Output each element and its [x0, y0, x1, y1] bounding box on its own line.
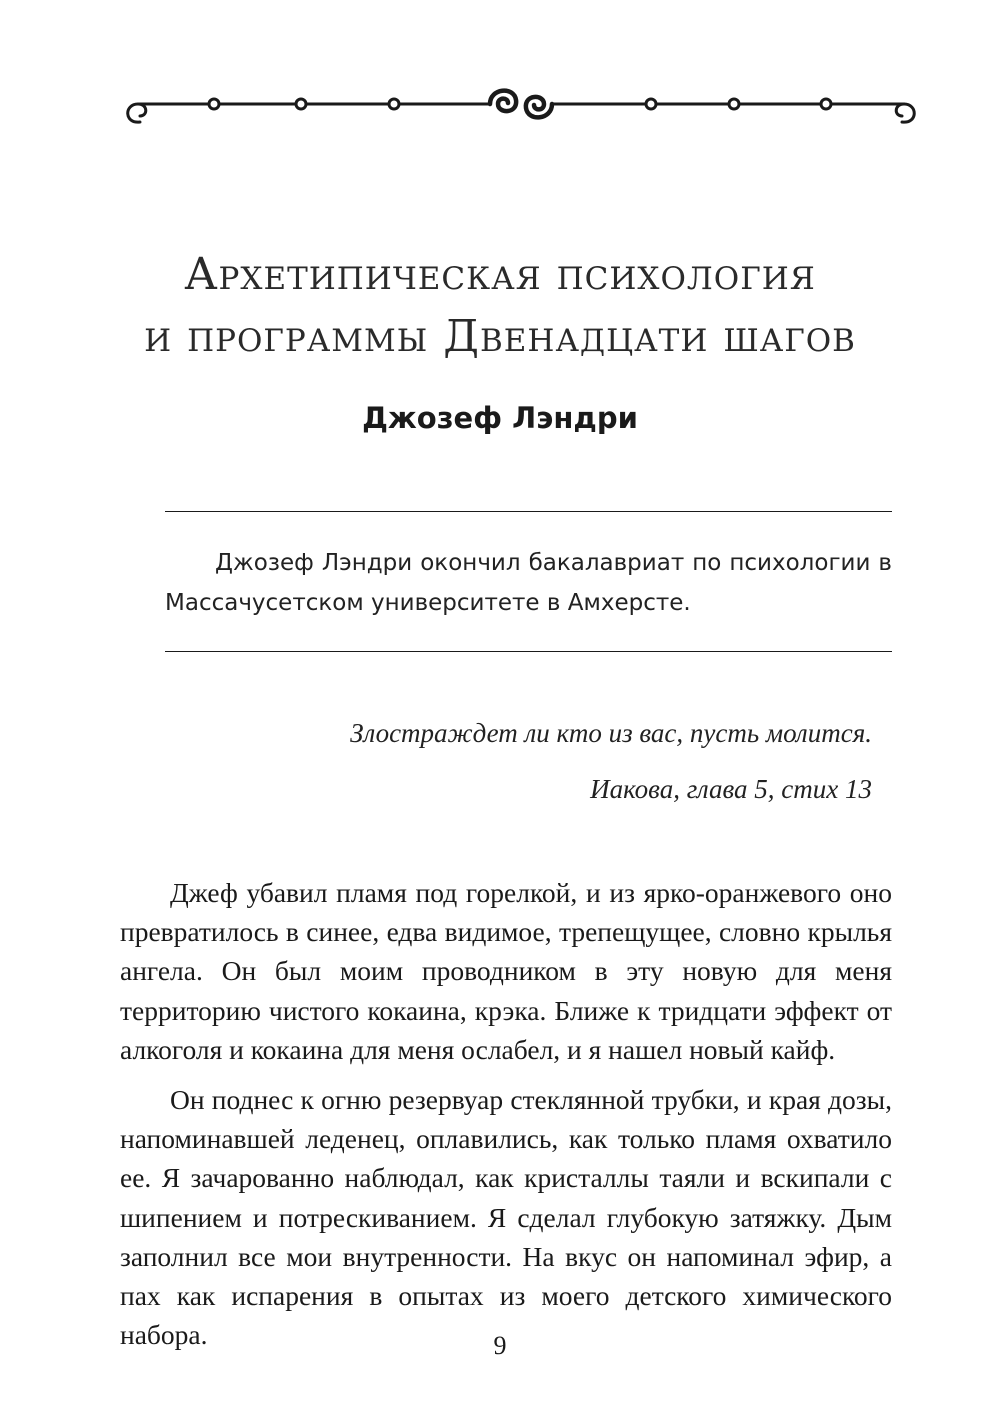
chapter-title-line-2: и программы Двенадцати шагов	[144, 311, 856, 362]
body-text	[120, 873, 892, 1365]
paragraph: Он поднес к огню резервуар стеклянной трубки, и края дозы, напоминавшей леденец, оплавились, как только пламя охватило ее. Я зачарованно наблюдал, как кристаллы таяли и вскипали с шипением и потрескиванием. Я сделал глубокую затяжку. Дым заполнил все мои внутренности. На вкус он напоминал эфир, а пах как испарения в опытах из моего детского химического набора.	[120, 1084, 892, 1351]
author-bio: Джозеф Лэндри окончил бакалавриат по психологии в Массачусетском университете в Амхерсте.	[165, 550, 892, 616]
author-name: Джозеф Лэндри	[362, 401, 638, 435]
epigraph-source: Иакова, глава 5, стих 13	[590, 774, 872, 804]
chapter-title-line-1: Архетипическая психология	[184, 249, 816, 300]
divider-bottom	[165, 651, 892, 652]
divider-top	[165, 511, 892, 512]
page-number: 9	[493, 1331, 507, 1360]
chapter-title	[0, 244, 1000, 368]
scroll-ornament-icon	[118, 82, 924, 138]
paragraph: Джеф убавил пламя под горелкой, и из ярко-оранжевого оно превратилось в синее, едва видимое, трепещущее, словно крылья ангела. Он был моим проводником в эту новую для меня территорию чистого кокаина, крэка. Ближе к тридцати эффект от алкоголя и кокаина для меня ослабел, и я нашел новый кайф.	[120, 877, 892, 1065]
epigraph-quote: Злостраждет ли кто из вас, пусть молится.	[350, 718, 872, 748]
